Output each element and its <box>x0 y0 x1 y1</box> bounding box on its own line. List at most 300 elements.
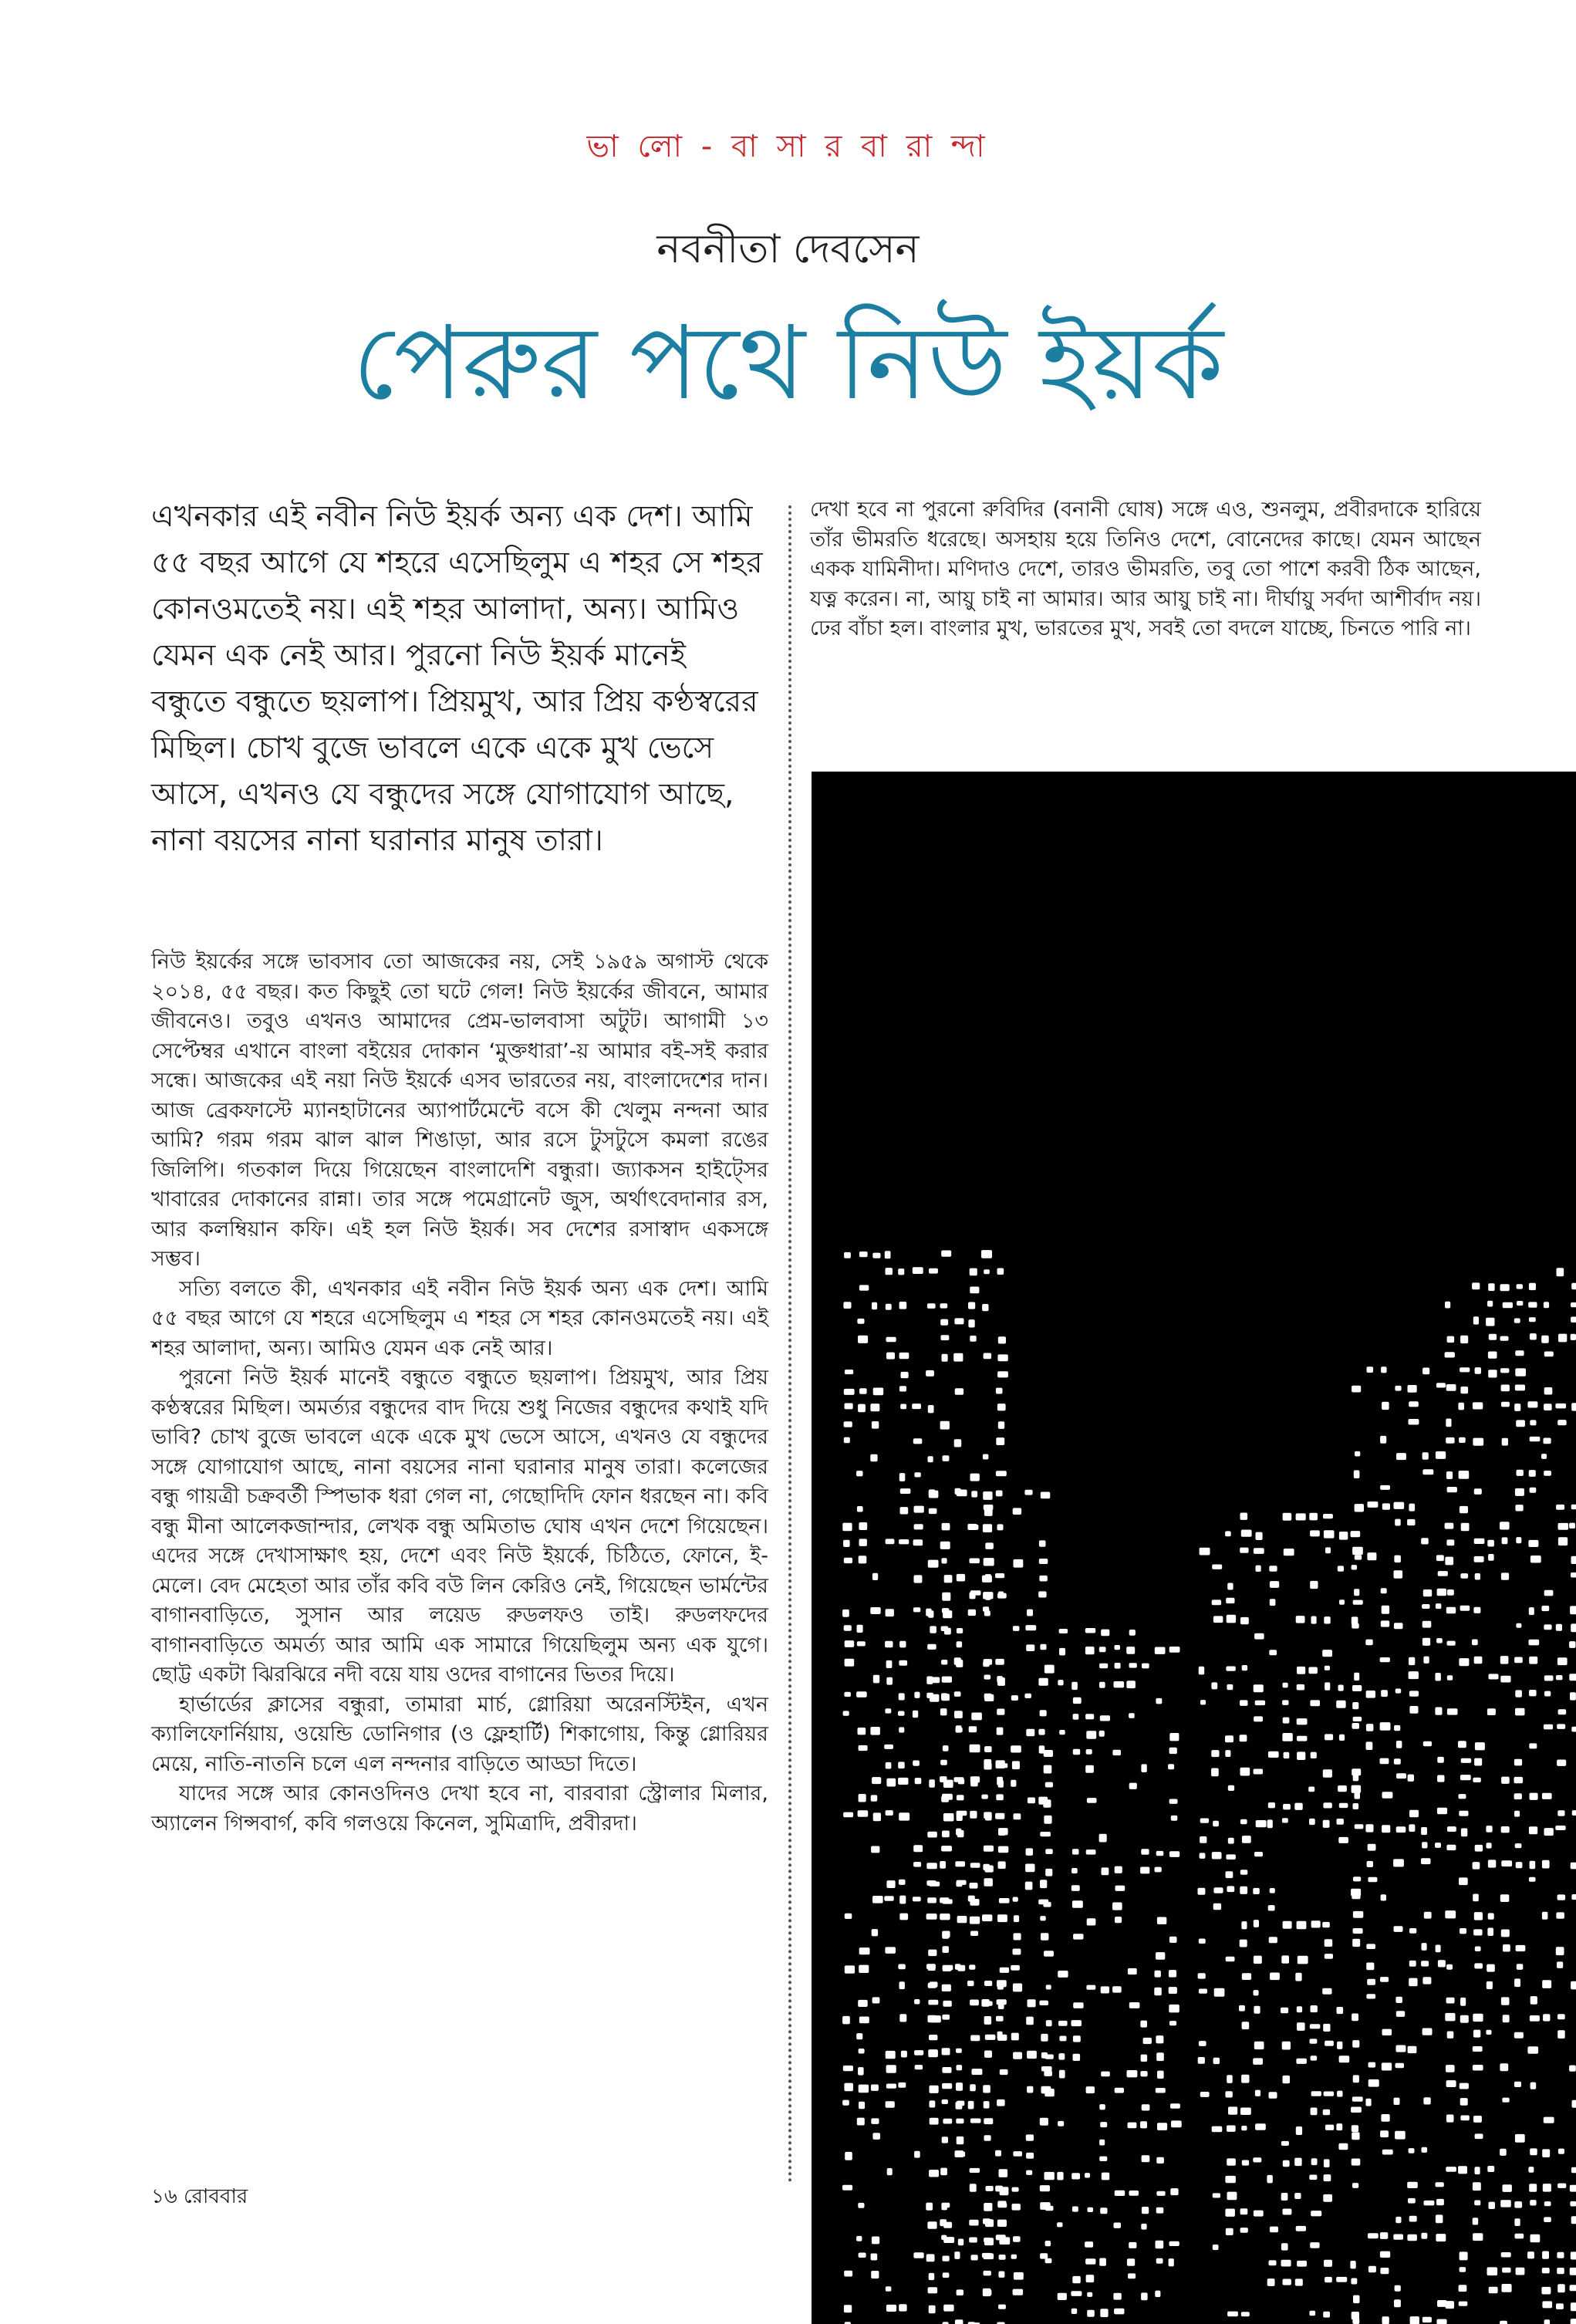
lit-window <box>943 1946 950 1953</box>
lit-window <box>1544 2201 1551 2206</box>
lit-window <box>1099 2157 1107 2161</box>
lit-window <box>1129 1783 1137 1789</box>
lit-window <box>984 2001 992 2006</box>
lit-window <box>1530 1488 1537 1493</box>
lit-window <box>899 1896 906 1904</box>
lit-window <box>1324 1616 1330 1623</box>
lit-window <box>1071 2309 1078 2314</box>
lit-window <box>1115 1886 1125 1891</box>
lit-window <box>1502 2268 1510 2273</box>
lit-window <box>1544 1828 1554 1836</box>
lit-window <box>1311 1752 1317 1758</box>
lit-window <box>1352 2040 1359 2048</box>
lit-window <box>1294 2158 1301 2167</box>
lit-window <box>984 1763 991 1770</box>
lit-window <box>1557 1657 1568 1665</box>
lit-window <box>1039 2001 1048 2005</box>
lit-window <box>1446 1539 1454 1545</box>
lit-window <box>1367 1861 1373 1867</box>
lit-window <box>887 2168 893 2175</box>
lit-window <box>943 1899 953 1903</box>
lit-window <box>1013 2236 1021 2242</box>
lit-window <box>1170 2188 1178 2195</box>
lit-window <box>1569 1523 1575 1529</box>
lit-window <box>984 1675 991 1680</box>
lit-window <box>1381 1690 1388 1697</box>
lit-window <box>957 1916 967 1923</box>
lit-window <box>1099 2140 1105 2146</box>
lit-window <box>1325 1547 1331 1553</box>
lit-window <box>971 1491 977 1497</box>
lit-window <box>1013 1949 1021 1955</box>
lit-window <box>1213 1903 1221 1910</box>
lit-window <box>1529 1657 1537 1664</box>
lit-window <box>1514 1404 1520 1411</box>
lit-window <box>1087 1798 1097 1803</box>
lit-window <box>1227 2158 1236 2165</box>
lit-window <box>1169 1851 1179 1857</box>
lit-window <box>1270 1973 1280 1981</box>
lit-window <box>1516 1537 1521 1543</box>
lit-window <box>1473 1607 1480 1613</box>
lit-window <box>1211 1682 1217 1689</box>
lit-window <box>1409 1671 1419 1679</box>
lit-window <box>871 2085 879 2091</box>
lit-window <box>885 1251 891 1258</box>
lit-window <box>1409 2148 1415 2153</box>
lit-window <box>1339 1735 1345 1741</box>
lit-window <box>1027 2051 1037 2059</box>
lit-window <box>873 1812 881 1821</box>
lit-window <box>1045 1869 1052 1876</box>
lit-window <box>1544 1675 1554 1681</box>
lit-window <box>898 1268 904 1275</box>
lit-window <box>1409 1419 1419 1425</box>
lit-window <box>858 1728 866 1735</box>
lit-window <box>857 1319 864 1324</box>
lit-window <box>1556 2303 1564 2309</box>
lit-window <box>1169 1733 1179 1741</box>
lit-window <box>929 1677 940 1684</box>
lit-window <box>1240 1768 1250 1776</box>
lit-window <box>1352 1623 1359 1629</box>
lit-window <box>1338 1785 1347 1792</box>
lit-window <box>1046 2020 1052 2026</box>
lit-window <box>1515 1505 1523 1511</box>
lit-window <box>1529 1470 1536 1477</box>
lit-window <box>1213 2193 1220 2197</box>
lit-window <box>1473 2218 1479 2224</box>
lit-window <box>1421 1858 1431 1864</box>
lit-window <box>914 1524 923 1529</box>
lit-window <box>1281 1955 1289 1963</box>
lit-window <box>914 1506 924 1513</box>
lit-window <box>1226 1598 1234 1603</box>
lit-window <box>886 1353 895 1360</box>
lit-window <box>1473 2014 1483 2022</box>
lit-window <box>1351 2107 1362 2113</box>
lit-window <box>1339 1532 1348 1540</box>
lit-window <box>985 1574 991 1582</box>
lit-window <box>1501 2252 1511 2258</box>
lit-window <box>1297 1667 1305 1674</box>
lit-window <box>886 2101 895 2107</box>
lit-window <box>1013 1984 1022 1992</box>
lit-window <box>1311 2055 1318 2060</box>
lit-window <box>1059 2036 1066 2042</box>
lit-window <box>943 2001 951 2007</box>
lit-window <box>1422 1943 1427 1951</box>
lit-window <box>970 1883 978 1889</box>
lit-window <box>843 1812 853 1818</box>
lit-window <box>886 2305 896 2312</box>
lit-window <box>1530 1437 1541 1441</box>
lit-window <box>1325 2277 1332 2282</box>
lit-window <box>1380 1758 1389 1765</box>
lit-window <box>1339 1803 1348 1808</box>
lit-window <box>1044 1665 1055 1674</box>
lit-window <box>1325 2125 1334 2130</box>
lit-window <box>1542 2149 1550 2157</box>
lit-window <box>845 1370 853 1374</box>
lit-window <box>899 1981 905 1989</box>
lit-window <box>930 2118 939 2125</box>
lit-window <box>1099 2104 1105 2110</box>
lit-window <box>929 2305 936 2314</box>
lit-window <box>1071 1885 1080 1891</box>
lit-window <box>970 2168 980 2173</box>
lit-window <box>1475 1845 1483 1852</box>
lit-window <box>1169 1970 1176 1978</box>
lit-window <box>1460 2015 1469 2023</box>
lit-window <box>1155 1647 1166 1654</box>
lit-window <box>996 1794 1004 1800</box>
lit-window <box>1310 1700 1320 1706</box>
lit-window <box>1112 1750 1121 1755</box>
lit-window <box>1011 1745 1021 1752</box>
lit-window <box>941 1846 952 1851</box>
lit-window <box>1156 1698 1162 1704</box>
lit-window <box>1571 1894 1576 1900</box>
lit-window <box>871 1846 879 1853</box>
lit-window <box>1515 1350 1524 1356</box>
lit-window <box>1072 1900 1083 1908</box>
lit-window <box>1156 2241 1164 2248</box>
lit-window <box>1283 1804 1291 1810</box>
lit-window <box>1322 1650 1332 1657</box>
lit-window <box>1488 1554 1494 1561</box>
lit-window <box>1516 2268 1525 2275</box>
lit-window <box>1014 1559 1024 1568</box>
lit-window <box>1100 2207 1107 2214</box>
lit-window <box>1157 2123 1167 2130</box>
lit-window <box>1515 2234 1524 2239</box>
lit-window <box>1309 2311 1315 2316</box>
lit-window <box>844 2083 853 2092</box>
lit-window <box>1516 1420 1525 1427</box>
lit-window <box>1071 1682 1078 1690</box>
lit-window <box>1423 1589 1432 1596</box>
lit-window <box>871 1795 878 1801</box>
lit-window <box>1199 1667 1205 1675</box>
lit-window <box>927 1303 936 1309</box>
lit-window <box>1169 2241 1179 2246</box>
lit-window <box>900 1507 909 1514</box>
lit-window <box>1227 2312 1238 2317</box>
lit-window <box>1323 1802 1331 1808</box>
lit-window <box>1530 1556 1541 1563</box>
lit-window <box>1381 1894 1386 1900</box>
lit-window <box>1502 2284 1512 2292</box>
lit-window <box>1281 2260 1291 2267</box>
lit-window <box>1382 1503 1390 1509</box>
lit-window <box>1212 1565 1222 1569</box>
lit-window <box>1515 1843 1522 1848</box>
lit-window <box>1227 2075 1233 2083</box>
lit-window <box>1571 1556 1576 1564</box>
lit-window <box>1380 1977 1389 1982</box>
lit-window <box>1473 2065 1483 2071</box>
lit-window <box>1199 1939 1206 1944</box>
lit-window <box>1556 1675 1563 1680</box>
lit-window <box>1155 1971 1161 1978</box>
lit-window <box>1297 1921 1307 1929</box>
lit-window <box>1473 2030 1480 2038</box>
lit-window <box>1445 1302 1450 1309</box>
lit-window <box>1026 1848 1033 1856</box>
lit-window <box>1529 1607 1534 1615</box>
lit-window <box>943 1610 952 1618</box>
lit-window <box>970 1917 980 1924</box>
lit-window <box>1500 1676 1510 1683</box>
lit-window <box>1353 1600 1363 1605</box>
lit-window <box>1154 1988 1162 1996</box>
lit-window <box>1570 2285 1576 2291</box>
lit-window <box>1423 2097 1430 2104</box>
lit-window <box>953 1353 963 1362</box>
author-name: নবনীতা দেবসেন <box>656 226 920 272</box>
lit-window <box>957 2065 963 2070</box>
lit-window <box>1142 2155 1150 2162</box>
lit-window <box>1461 1758 1472 1763</box>
lit-window <box>1254 1852 1263 1856</box>
section-label: ভা লো - বা সা র বা রা ন্দা <box>586 129 990 164</box>
lit-window <box>1128 1968 1137 1974</box>
lit-window <box>1472 1640 1478 1646</box>
lit-window <box>913 1897 921 1901</box>
lit-window <box>1040 2253 1048 2258</box>
lit-window <box>858 1404 866 1413</box>
lit-window <box>1323 1514 1333 1518</box>
lit-window <box>1542 2301 1552 2308</box>
lit-window <box>1423 1657 1429 1664</box>
lit-window <box>1542 1980 1551 1988</box>
lit-window <box>913 1539 923 1545</box>
lit-window <box>886 1762 892 1769</box>
lit-window <box>957 1880 967 1885</box>
lit-window <box>971 1713 982 1721</box>
lit-window <box>1040 2185 1050 2191</box>
lit-window <box>872 1896 883 1903</box>
lit-window <box>1381 2114 1389 2122</box>
lit-window <box>1530 1996 1537 2005</box>
lit-window <box>1409 1401 1419 1407</box>
lit-window <box>886 1778 896 1787</box>
body-paragraph: সত্যি বলতে কী, এখনকার এই নবীন নিউ ইয়র্ক অন্য এক দেশ। আমি ৫৫ বছর আগে যে শহরে এসেছিলুম এ শহর সে শহর কোনওমতেই নয়। এই শহর আলাদা, অন্য। আমিও যেমন এক নেই আর। <box>151 1276 768 1360</box>
lit-window <box>1309 1513 1318 1521</box>
lit-window <box>1557 1724 1565 1729</box>
lit-window <box>1045 2241 1051 2246</box>
lit-window <box>1458 1741 1466 1748</box>
lit-window <box>899 1302 907 1309</box>
lit-window <box>1336 2123 1342 2130</box>
lit-window <box>1240 2228 1248 2233</box>
lit-window <box>1365 1824 1373 1832</box>
lit-window <box>886 2051 896 2059</box>
lit-window <box>1487 1301 1493 1307</box>
lit-window <box>1086 1731 1096 1738</box>
lit-window <box>1039 1576 1047 1582</box>
lit-window <box>929 2273 935 2280</box>
lit-window <box>1240 1700 1248 1706</box>
lit-window <box>1086 1985 1095 1990</box>
lit-window <box>986 2186 994 2191</box>
lit-window <box>999 2255 1006 2260</box>
lit-window <box>1284 1549 1294 1556</box>
body-paragraph: যাদের সঙ্গে আর কোনওদিনও দেখা হবে না, বারবারা স্ট্রোলার মিলার, অ্যালেন গিন্সবার্গ, কবি গলওয়ে কিনেল, সুমিত্রাদি, প্রবীরদা। <box>151 1782 768 1836</box>
lit-window <box>1530 2234 1541 2242</box>
lit-window <box>1115 1663 1121 1669</box>
lit-window <box>970 2184 977 2191</box>
lit-window <box>1475 2133 1483 2139</box>
lit-window <box>1541 1336 1549 1343</box>
lit-window <box>957 1795 964 1800</box>
lit-window <box>1225 1735 1233 1742</box>
lit-window <box>982 1914 992 1921</box>
lit-window <box>1168 1764 1174 1769</box>
lit-window <box>1382 1606 1389 1614</box>
lit-window <box>1242 1836 1251 1843</box>
lit-window <box>1459 2285 1467 2292</box>
lit-window <box>886 1660 893 1668</box>
lit-window <box>1473 2116 1482 2123</box>
lit-window <box>1297 1718 1308 1724</box>
lit-window <box>1226 1871 1233 1878</box>
lit-window <box>899 1880 906 1885</box>
lit-window <box>1438 1960 1446 1967</box>
lit-window <box>968 1319 974 1327</box>
lit-window <box>1114 2309 1124 2315</box>
lit-window <box>872 1573 878 1580</box>
lit-window <box>886 1304 892 1310</box>
lit-window <box>930 1626 936 1633</box>
lit-window <box>1169 1987 1177 1994</box>
lit-window <box>898 1778 908 1785</box>
lit-window <box>1473 1438 1483 1446</box>
lit-window <box>1087 2292 1092 2297</box>
lit-window <box>1409 1824 1415 1832</box>
lit-window <box>1514 1777 1524 1783</box>
lit-window <box>1515 1368 1526 1376</box>
lit-window <box>997 1676 1003 1683</box>
lit-window <box>1227 1684 1233 1690</box>
lit-window <box>1156 2157 1164 2164</box>
lit-window <box>1407 2182 1418 2188</box>
lit-window <box>1556 1947 1564 1955</box>
lit-window <box>844 2271 852 2277</box>
lit-window <box>1354 1673 1359 1681</box>
lit-window <box>941 1335 950 1340</box>
lit-window <box>1240 1887 1247 1894</box>
lit-window <box>943 2222 952 2228</box>
lit-window <box>1086 2275 1095 2282</box>
lit-window <box>1141 2292 1148 2300</box>
lit-window <box>1445 1557 1453 1566</box>
lit-window <box>1200 1853 1206 1859</box>
lit-window <box>1486 1318 1494 1326</box>
lit-window <box>1228 2106 1237 2114</box>
lit-window <box>1041 2066 1052 2072</box>
lit-window <box>943 1455 950 1461</box>
lit-window <box>871 2118 879 2124</box>
lit-window <box>1269 1937 1277 1943</box>
lit-window <box>1352 2014 1358 2022</box>
lit-window <box>1514 1978 1520 1987</box>
lit-window <box>1500 2200 1511 2207</box>
lit-window <box>1311 2005 1318 2012</box>
lit-window <box>856 1471 863 1476</box>
lit-window <box>1501 1402 1510 1407</box>
lit-window <box>1039 1540 1046 1546</box>
lit-window <box>899 1353 909 1359</box>
lit-window <box>1028 1798 1035 1804</box>
lit-window <box>1447 2032 1454 2039</box>
lit-window <box>1367 1552 1376 1560</box>
lit-window <box>843 2066 853 2071</box>
lit-window <box>1436 2234 1446 2241</box>
lit-window <box>1544 1387 1553 1395</box>
lit-window <box>954 1439 962 1447</box>
lit-window <box>957 1965 965 1971</box>
skyline-illustration <box>812 772 1576 2324</box>
lit-window <box>1101 2072 1110 2077</box>
lit-window <box>1527 1401 1537 1407</box>
lit-window <box>1396 1826 1406 1833</box>
lit-window <box>1044 1765 1052 1774</box>
lit-window <box>926 1370 934 1376</box>
lit-window <box>1408 1385 1417 1393</box>
lit-window <box>913 1711 918 1718</box>
lit-window <box>1569 2066 1576 2072</box>
lit-window <box>1213 1887 1223 1893</box>
lit-window <box>1514 2082 1521 2087</box>
lit-window <box>1283 1513 1292 1521</box>
lit-window <box>858 1336 868 1343</box>
lit-window <box>1488 1370 1497 1377</box>
lit-window <box>856 2236 862 2241</box>
city-night-photo <box>812 772 1576 2324</box>
lit-window <box>899 1641 906 1648</box>
lit-window <box>1422 1842 1427 1848</box>
lit-window <box>1570 2185 1576 2192</box>
lit-window <box>859 1794 866 1802</box>
lit-window <box>1393 1859 1404 1866</box>
lit-window <box>1461 1523 1470 1532</box>
lit-window <box>1129 2242 1136 2248</box>
lit-window <box>1026 2017 1034 2025</box>
lit-window <box>1395 2217 1401 2223</box>
lit-window <box>985 2035 996 2040</box>
